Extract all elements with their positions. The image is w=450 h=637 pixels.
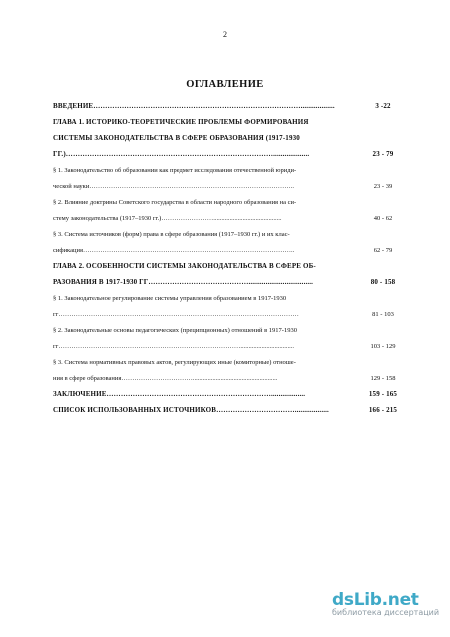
toc-section-1-1-line-1[interactable]: § 1. Законодательство об образовании как предмет исследования отечественной юриди- (53, 167, 297, 174)
toc-entry-pages: 3 -22 (375, 102, 391, 110)
toc-title: ОГЛАВЛЕНИЕ (186, 79, 264, 90)
watermark-logo: dsLib.net (332, 590, 419, 610)
toc-chapter-2-line-1[interactable]: ГЛАВА 2. ОСОБЕННОСТИ СИСТЕМЫ ЗАКОНОДАТЕЛЬСТВА В СФЕРЕ ОБ- (53, 262, 316, 270)
toc-section-1-3-line-1[interactable]: § 3. Система источников (форм) права в сфере образования (1917–1930 гг.) и их клас- (53, 231, 290, 238)
toc-chapter-2-line-2[interactable]: РАЗОВАНИЯ В 1917-1930 ГГ…………………………………….................................. 80 - 158 (53, 273, 410, 286)
toc-section-2-3-line-1[interactable]: § 3. Система нормативных правовых актов, регулирующих иные (комиторные) отноше- (53, 359, 296, 366)
page-number: 2 (223, 30, 227, 39)
toc-section-1-2-line-1[interactable]: § 2. Влияние доктрины Советского государства в области народного образования на си- (53, 199, 297, 206)
toc-entry-pages: 129 - 158 (370, 375, 396, 382)
toc-entry-pages: 23 - 39 (373, 183, 393, 190)
toc-chapter-1-line-3[interactable]: ГГ.)……………………………………………………………………………................... 23 - 79 (53, 145, 410, 158)
toc-section-1-3-line-2[interactable]: сификация…………………………………………………………………………………….. 62 - 79 (53, 241, 410, 254)
toc-entry-conclusion[interactable]: ЗАКЛЮЧЕНИЕ…………………………………………………………….................. 159 - 165 (53, 385, 410, 398)
toc-chapter-1-line-2[interactable]: СИСТЕМЫ ЗАКОНОДАТЕЛЬСТВА В СФЕРЕ ОБРАЗОВАНИЯ (1917-1930 (53, 134, 300, 142)
toc-entry-pages: 159 - 165 (368, 390, 398, 398)
toc-entry-pages: 103 - 129 (370, 343, 396, 350)
toc-entry-pages: 62 - 79 (373, 247, 393, 254)
toc-entry-sources[interactable]: СПИСОК ИСПОЛЬЗОВАННЫХ ИСТОЧНИКОВ…………………………….................. 166 - 215 (53, 401, 410, 414)
toc-section-2-2-line-2[interactable]: гг…………………………………………………………………………................................. 103 - 129 (53, 337, 410, 350)
toc-section-1-1-line-2[interactable]: ческой науки………………………………………………………………………………….. 23 - 39 (53, 177, 410, 190)
toc-section-1-2-line-2[interactable]: стему законодательства (1917–1930 гг.)…………………….......................................... 40 - 62 (53, 209, 410, 222)
dslib-watermark[interactable] (332, 590, 442, 617)
table-of-contents (53, 97, 410, 414)
toc-entry-pages: 166 - 215 (368, 406, 398, 414)
toc-entry-pages: 40 - 62 (373, 215, 393, 222)
toc-section-2-1-line-1[interactable]: § 1. Законодательное регулирование системы управления образованием в 1917-1930 (53, 295, 287, 302)
watermark-subtitle: библиотека диссертаций (332, 608, 440, 617)
toc-section-2-2-line-1[interactable]: § 2. Законодательные основы педагогических (преципционных) отношений в 1917-1930 (53, 327, 297, 334)
toc-entry-pages: 23 - 79 (372, 150, 394, 158)
toc-entry-intro[interactable] (53, 97, 410, 110)
toc-entry-text: ВВЕДЕНИЕ…………………………………………………………………………….................. (53, 102, 335, 110)
toc-section-2-1-line-2[interactable]: гг………………………………………………………………………………………………… 81 - 103 (53, 305, 410, 318)
toc-section-2-3-line-2[interactable]: ния в сфере образования…………………………….................................................... 129 - 158 (53, 369, 410, 382)
toc-chapter-1-line-1[interactable]: ГЛАВА 1. ИСТОРИКО-ТЕОРЕТИЧЕСКИЕ ПРОБЛЕМЫ ФОРМИРОВАНИЯ (53, 118, 309, 126)
toc-entry-pages: 80 - 158 (370, 278, 396, 286)
toc-entry-pages: 81 - 103 (372, 311, 394, 318)
